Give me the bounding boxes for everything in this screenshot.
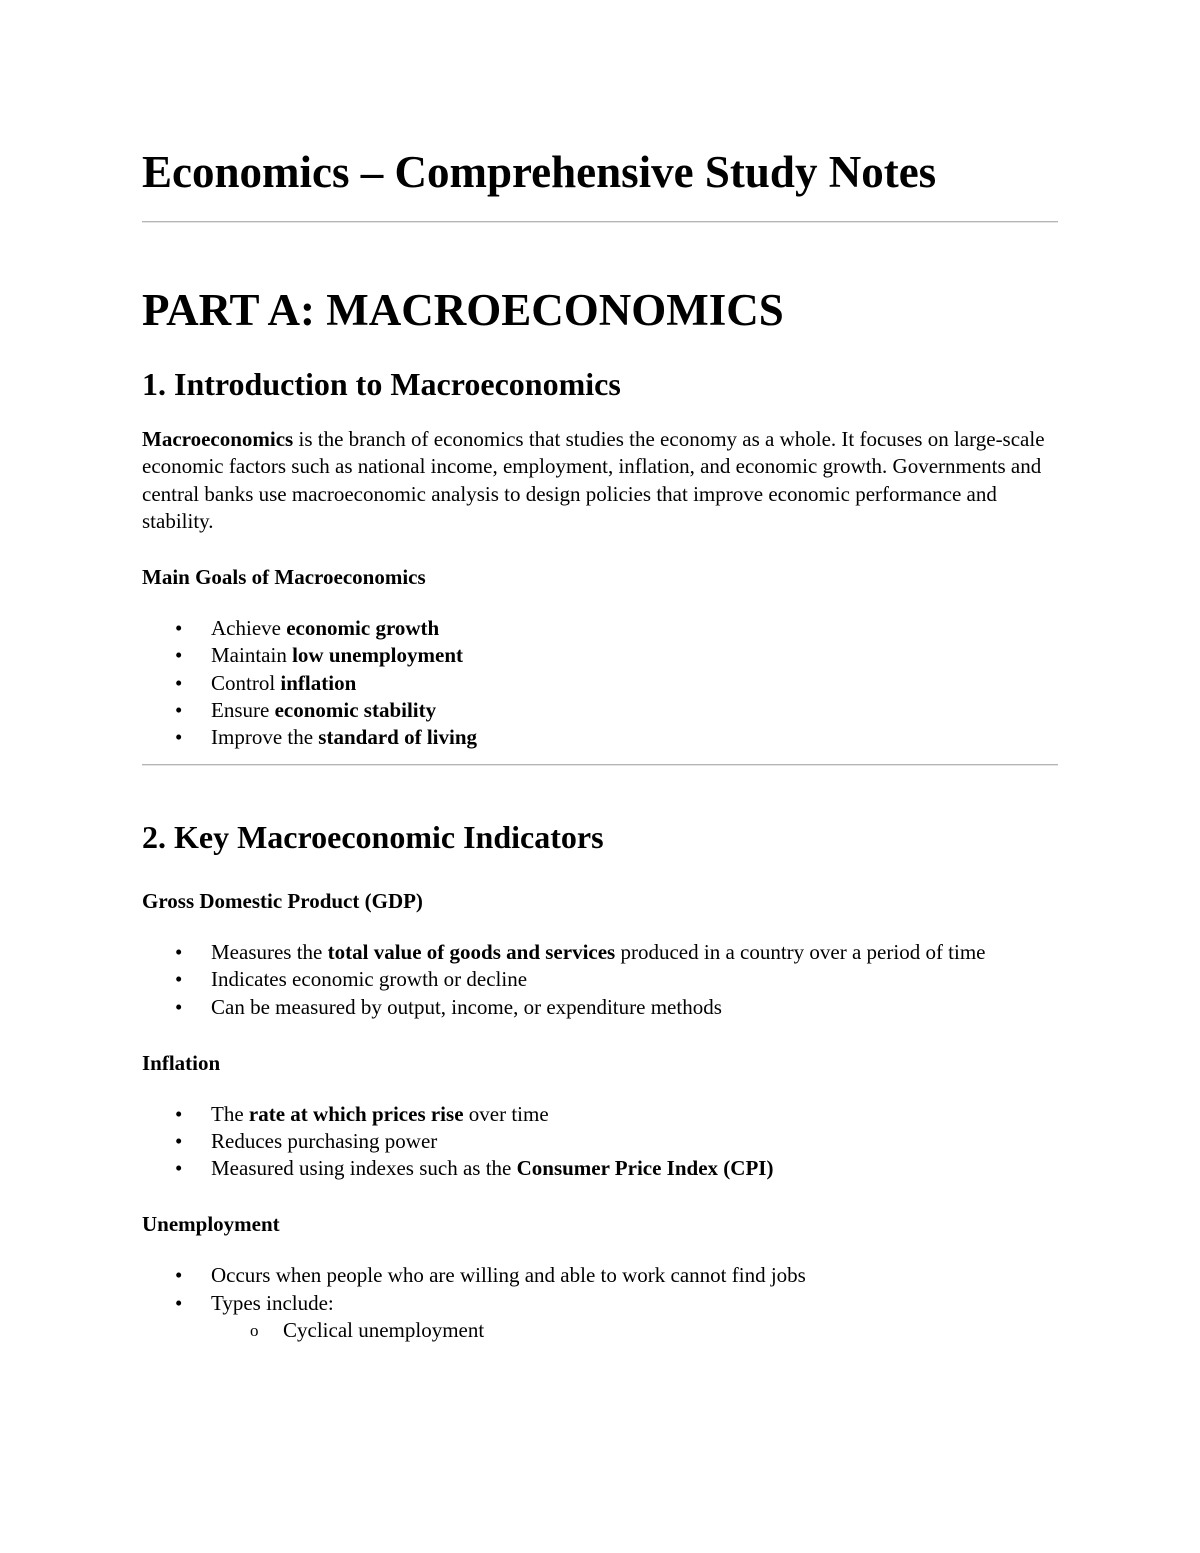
subheading-gdp: Gross Domestic Product (GDP) xyxy=(142,889,423,914)
divider xyxy=(142,764,1058,766)
subheading-main-goals: Main Goals of Macroeconomics xyxy=(142,565,426,590)
part-title: PART A: MACROECONOMICS xyxy=(142,285,784,335)
list-item: • Ensure economic stability xyxy=(211,697,1058,724)
subheading-inflation: Inflation xyxy=(142,1050,221,1075)
unemployment-list xyxy=(142,1262,1058,1344)
section-heading-introduction: 1. Introduction to Macroeconomics xyxy=(142,366,621,402)
list-item: • Indicates economic growth or decline xyxy=(211,966,1058,993)
inflation-list xyxy=(142,1101,1058,1183)
divider xyxy=(142,221,1058,223)
gdp-list xyxy=(142,939,1058,1021)
list-item: • Achieve economic growth xyxy=(211,615,1058,642)
unemployment-types-list xyxy=(211,1317,1058,1344)
document-title: Economics – Comprehensive Study Notes xyxy=(142,147,937,197)
list-item: • Improve the standard of living xyxy=(211,724,1058,751)
list-item: • Reduces purchasing power xyxy=(211,1128,1058,1155)
goals-list xyxy=(142,615,1058,751)
paragraph-text: is the branch of economics that studies the economy as a whole. It focuses on large-scale economic factors such as national income, employment, inflation, and economic growth. Governments and central banks use macroeconomic analysis to design policies that improve economic performance and stability. xyxy=(142,427,1045,533)
list-item: • Maintain low unemployment xyxy=(211,642,1058,669)
subheading-unemployment: Unemployment xyxy=(142,1212,280,1237)
list-item: • Measures the total value of goods and services produced in a country over a period of time xyxy=(211,939,1058,966)
introduction-paragraph xyxy=(142,426,1058,535)
list-item: • Control inflation xyxy=(211,670,1058,697)
list-item: • The rate at which prices rise over time xyxy=(211,1101,1058,1128)
term-macroeconomics: Macroeconomics xyxy=(142,427,294,451)
sub-list-item: o Cyclical unemployment xyxy=(283,1317,1058,1344)
section-heading-indicators: 2. Key Macroeconomic Indicators xyxy=(142,819,604,856)
list-item: • Occurs when people who are willing and able to work cannot find jobs xyxy=(211,1262,1058,1289)
list-item: • Can be measured by output, income, or expenditure methods xyxy=(211,994,1058,1021)
list-item: • Measured using indexes such as the Consumer Price Index (CPI) xyxy=(211,1155,1058,1182)
list-item: • Types include: o Cyclical unemployment xyxy=(211,1290,1058,1344)
